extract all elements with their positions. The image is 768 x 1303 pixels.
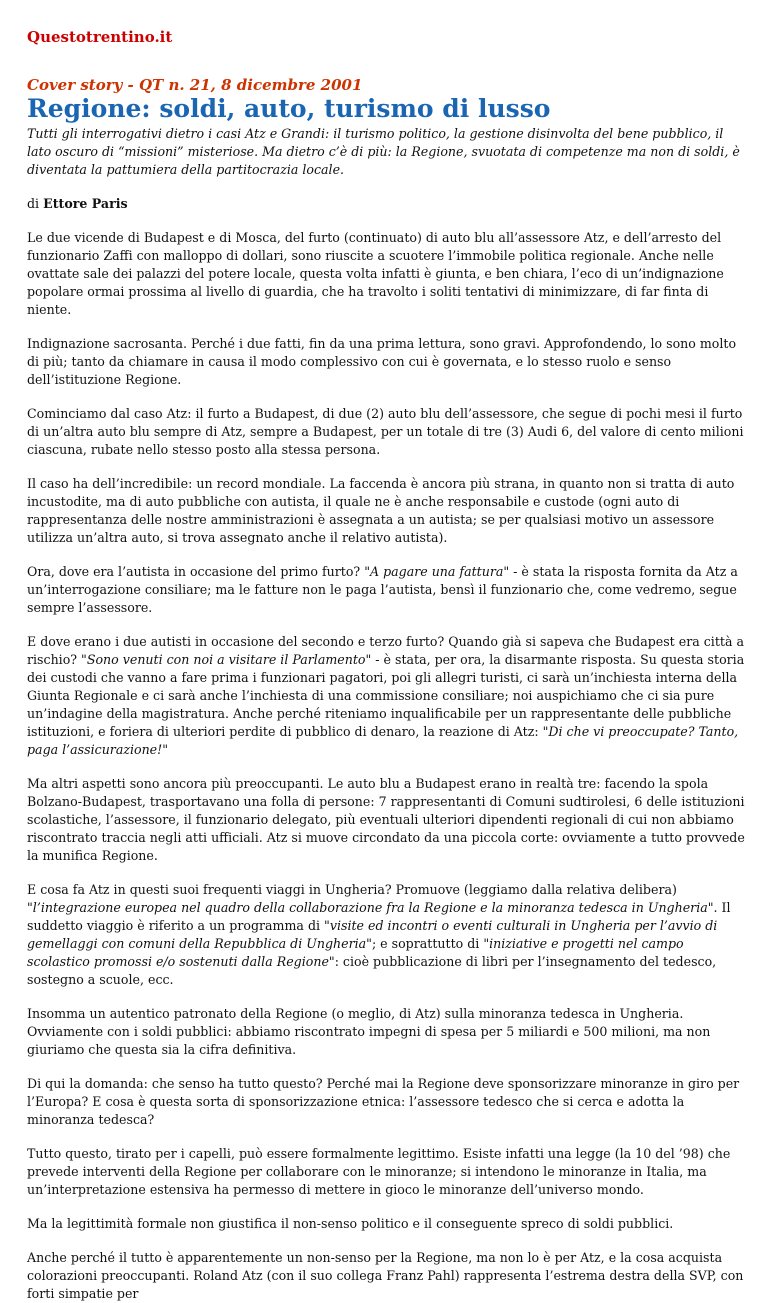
article-paragraph: Di qui la domanda: che senso ha tutto questo? Perché mai la Regione deve sponsorizzare minoranze in giro per l’Europa? E cosa è questa sorta di sponsorizzazione etnica: l’assessore tedesco che si cerca e adotta la minoranza tedesca?: [27, 1076, 740, 1127]
article-paragraph: Tutto questo, tirato per i capelli, può essere formalmente legittimo. Esiste infatti una legge (la 10 del ’98) che prevede interventi della Regione per collaborare con le minoranze; si intendono le minoranze in Italia, ma un’interpretazione estensiva ha permesso di mettere in gioco le minoranze dell’universo mondo.: [27, 1146, 731, 1197]
article-paragraph: Ma la legittimità formale non giustifica il non-senso politico e il conseguente spreco di soldi pubblici.: [27, 1216, 674, 1231]
quoted-text: "iniziative e progetti nel campo scolastico promossi e/o sostenuti dalla Regione": [27, 936, 684, 969]
article-paragraph: Ma altri aspetti sono ancora più preoccupanti. Le auto blu a Budapest erano in realtà tre: facendo la spola Bolzano-Budapest, trasportavano una folla di persone: 7 rappresentanti di Comuni sudtirolesi, 6 delle istituzioni scolastiche, l’assessore, il funzionario delegato, più eventuali ulteriori dipendenti regionali di cui non abbiamo riscontrato traccia negli atti ufficiali. Atz si muove circondato da una piccola corte: ovviamente a tutto provvede la munifica Regione.: [27, 776, 745, 863]
article-paragraph: Insomma un autentico patronato della Regione (o meglio, di Atz) sulla minoranza tedesca in Ungheria. Ovviamente con i soldi pubblici: abbiamo riscontrato impegni di spesa per 5 miliardi e 500 milioni, ma non giuriamo che questa sia la cifra definitiva.: [27, 1006, 711, 1057]
quoted-text: "l’integrazione europea nel quadro della collaborazione fra la Regione e la minoranza tedesca in Ungheria": [27, 900, 714, 915]
article-byline: [27, 195, 746, 213]
article-paragraph: Le due vicende di Budapest e di Mosca, del furto (continuato) di auto blu all’assessore Atz, e dell’arresto del funzionario Zaffi con malloppo di dollari, sono riuscite a scuotere l’immobile politica regionale. Anche nelle ovattate sale dei palazzi del potere locale, questa volta infatti è giunta, e ben chiara, l’eco di un’indignazione popolare ormai prossima al livello di guardia, che ha travolto i soliti tentativi di minimizzare, di far finta di niente.: [27, 230, 724, 317]
byline-prefix: di: [27, 196, 40, 211]
author-name: Ettore Paris: [43, 196, 128, 211]
quoted-text: "visite ed incontri o eventi culturali in Ungheria per l’avvio di gemellaggi con comuni della Repubblica di Ungheria": [27, 918, 718, 951]
quoted-text: "Di che vi preoccupate? Tanto, paga l’assicurazione!": [27, 724, 739, 757]
article-paragraph: Cominciamo dal caso Atz: il furto a Budapest, di due (2) auto blu dell’assessore, che segue di pochi mesi il furto di un’altra auto blu sempre di Atz, sempre a Budapest, per un totale di tre (3) Audi 6, del valore di cento milioni ciascuna, rubate nello stesso posto alla stessa persona.: [27, 406, 744, 457]
quoted-text: "A pagare una fattura": [364, 564, 510, 579]
article-paragraph: Indignazione sacrosanta. Perché i due fatti, fin da una prima lettura, sono gravi. Approfondendo, lo sono molto di più; tanto da chiamare in causa il modo complessivo con cui è governata, e lo stesso ruolo e senso dell’istituzione Regione.: [27, 336, 737, 387]
article-paragraph: Anche perché il tutto è apparentemente un non-senso per la Regione, ma non lo è per Atz, e la cosa acquista colorazioni preoccupanti. Roland Atz (con il suo collega Franz Pahl) rappresenta l’estrema destra della SVP, con forti simpatie per: [27, 1250, 744, 1301]
article-paragraph: Ora, dove era l’autista in occasione del primo furto? "A pagare una fattura" - è stata la risposta fornita da Atz a un’interrogazione consiliare; ma le fatture non le paga l’autista, bensì il funzionario che, come vedremo, segue sempre l’assessore.: [27, 564, 738, 615]
article-paragraph: Il caso ha dell’incredibile: un record mondiale. La faccenda è ancora più strana, in quanto non si tratta di auto incustodite, ma di auto pubbliche con autista, il quale ne è anche responsabile e custode (ogni auto di rappresentanza delle nostre amministrazioni è assegnata a un autista; se per qualsiasi motivo un assessore utilizza un’altra auto, si trova assegnato anche il relativo autista).: [27, 476, 735, 545]
article-paragraph: E dove erano i due autisti in occasione del secondo e terzo furto? Quando già si sapeva che Budapest era città a rischio? "Sono venuti con noi a visitare il Parlamento" - è stata, per ora, la disarmante risposta. Su questa storia dei custodi che vanno a fare prima i funzionari pagatori, poi gli allegri turisti, ci sarà un’inchiesta interna della Giunta Regionale e ci sarà anche l’inchiesta di una commissione consiliare; noi auspichiamo che ci sia pure un’indagine della magistratura. Anche perché riteniamo inqualificabile per un rappresentante delle pubbliche istituzioni, e foriera di ulteriori perdite di pubblico di denaro, la reazione di Atz: "Di che vi preoccupate? Tanto, paga l’assicurazione!": [27, 634, 745, 757]
article-paragraph: E cosa fa Atz in questi suoi frequenti viaggi in Ungheria? Promuove (leggiamo dalla relativa delibera) "l’integrazione europea nel quadro della collaborazione fra la Regione e la minoranza tedesca in Ungheria". Il suddetto viaggio è riferito a un programma di "visite ed incontri o eventi culturali in Ungheria per l’avvio di gemellaggi con comuni della Repubblica di Ungheria"; e soprattutto di "iniziative e progetti nel campo scolastico promossi e/o sostenuti dalla Regione": cioè pubblicazione di libri per l’insegnamento del tedesco, sostegno a scuole, ecc.: [27, 882, 731, 987]
site-title-link[interactable]: Questotrentino.it: [27, 28, 173, 46]
article-kicker: Cover story - QT n. 21, 8 dicembre 2001: [27, 76, 363, 94]
article-summary: Tutti gli interrogativi dietro i casi Atz e Grandi: il turismo politico, la gestione disinvolta del bene pubblico, il lato oscuro di “missioni” misteriose. Ma dietro c’è di più: la Regione, svuotata di competenze ma non di soldi, è diventata la pattumiera della partitocrazia locale.: [27, 126, 740, 177]
quoted-text: "Sono venuti con noi a visitare il Parlamento": [81, 652, 372, 667]
article-headline: Regione: soldi, auto, turismo di lusso: [27, 94, 551, 123]
article-body: [27, 229, 746, 1303]
